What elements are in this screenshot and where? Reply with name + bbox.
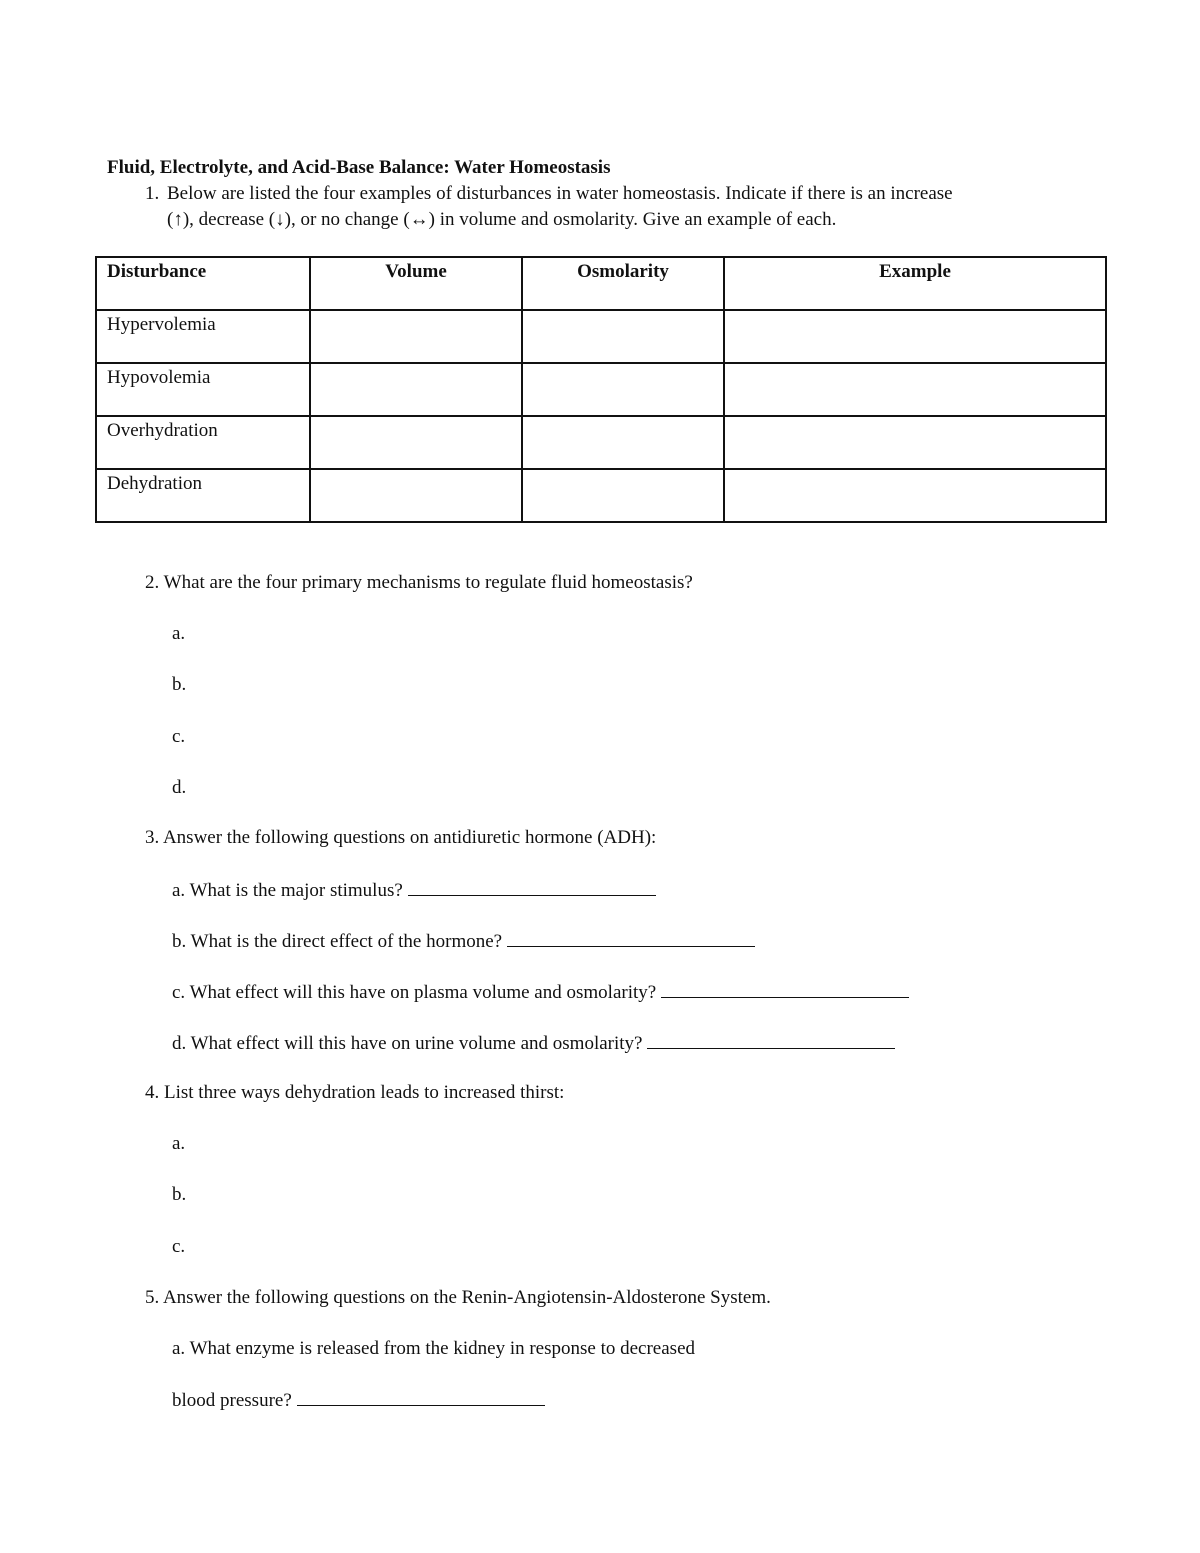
question-2-item-a: a. xyxy=(172,623,186,644)
osmolarity-cell[interactable] xyxy=(522,469,724,522)
example-cell[interactable] xyxy=(724,469,1106,522)
header-disturbance: Disturbance xyxy=(96,257,310,310)
answer-blank[interactable] xyxy=(297,1388,545,1406)
row-label-dehydration: Dehydration xyxy=(96,469,310,522)
question-4-item-a: a. xyxy=(172,1133,186,1154)
row-label-hypervolemia: Hypervolemia xyxy=(96,310,310,363)
osmolarity-cell[interactable] xyxy=(522,416,724,469)
question-3-text: 3. Answer the following questions on antidiuretic hormone (ADH): xyxy=(145,827,657,848)
question-3-item-d xyxy=(172,1031,895,1055)
header-volume: Volume xyxy=(310,257,522,310)
disturbance-table xyxy=(95,256,1107,523)
question-2-item-d: d. xyxy=(172,777,187,798)
answer-blank[interactable] xyxy=(507,929,755,947)
header-osmolarity: Osmolarity xyxy=(522,257,724,310)
question-3-item-d-text: d. What effect will this have on urine volume and osmolarity? xyxy=(172,1033,643,1054)
question-4-item-b: b. xyxy=(172,1184,187,1205)
question-3-item-b xyxy=(172,929,755,953)
question-5-item-a-line1: a. What enzyme is released from the kidney in response to decreased xyxy=(172,1338,696,1359)
question-3-item-b-text: b. What is the direct effect of the hormone? xyxy=(172,931,503,952)
worksheet-title: Fluid, Electrolyte, and Acid-Base Balance: Water Homeostasis xyxy=(107,157,611,178)
question-3-item-c xyxy=(172,980,909,1004)
question-2-item-c: c. xyxy=(172,726,186,747)
question-4-item-c: c. xyxy=(172,1236,186,1257)
question-5-text: 5. Answer the following questions on the Renin-Angiotensin-Aldosterone System. xyxy=(145,1287,771,1308)
row-label-overhydration: Overhydration xyxy=(96,416,310,469)
question-5-item-a-line2-text: blood pressure? xyxy=(172,1390,292,1411)
volume-cell[interactable] xyxy=(310,416,522,469)
question-3-item-a-text: a. What is the major stimulus? xyxy=(172,880,403,901)
answer-blank[interactable] xyxy=(661,980,909,998)
question-2-text: 2. What are the four primary mechanisms to regulate fluid homeostasis? xyxy=(145,572,693,593)
example-cell[interactable] xyxy=(724,310,1106,363)
answer-blank[interactable] xyxy=(408,878,656,896)
answer-blank[interactable] xyxy=(647,1031,895,1049)
row-label-hypovolemia: Hypovolemia xyxy=(96,363,310,416)
question-1-text-line2: (↑), decrease (↓), or no change (↔) in volume and osmolarity. Give an example of each. xyxy=(167,209,837,230)
question-3-item-c-text: c. What effect will this have on plasma volume and osmolarity? xyxy=(172,982,657,1003)
volume-cell[interactable] xyxy=(310,363,522,416)
question-5-item-a-line2 xyxy=(172,1388,545,1412)
table-row xyxy=(96,363,1106,416)
table-row xyxy=(96,416,1106,469)
table-row xyxy=(96,310,1106,363)
question-1-number: 1. xyxy=(145,183,160,204)
volume-cell[interactable] xyxy=(310,469,522,522)
question-4-text: 4. List three ways dehydration leads to increased thirst: xyxy=(145,1082,565,1103)
table-header-row xyxy=(96,257,1106,310)
question-1-text-line1: Below are listed the four examples of disturbances in water homeostasis. Indicate if there is an increase xyxy=(167,183,953,204)
table-row xyxy=(96,469,1106,522)
osmolarity-cell[interactable] xyxy=(522,363,724,416)
example-cell[interactable] xyxy=(724,416,1106,469)
osmolarity-cell[interactable] xyxy=(522,310,724,363)
header-example: Example xyxy=(724,257,1106,310)
question-2-item-b: b. xyxy=(172,674,187,695)
question-3-item-a xyxy=(172,878,656,902)
volume-cell[interactable] xyxy=(310,310,522,363)
example-cell[interactable] xyxy=(724,363,1106,416)
